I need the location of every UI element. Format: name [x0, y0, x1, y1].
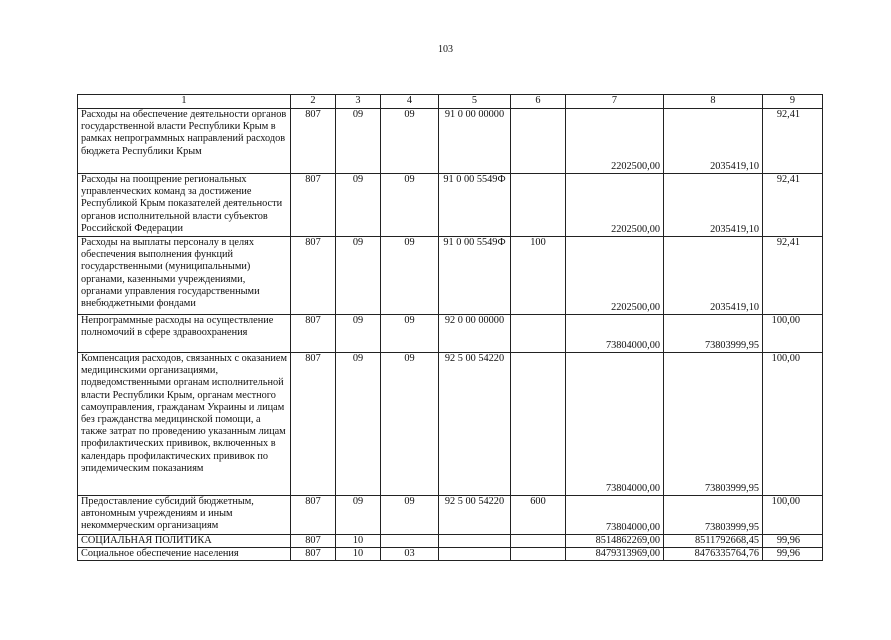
row-section-code: 09	[336, 109, 381, 174]
table-row	[78, 109, 823, 174]
table-row	[78, 174, 823, 237]
row-section-code: 09	[336, 353, 381, 496]
row-actual: 8476335764,76	[664, 548, 763, 561]
table-row	[78, 353, 823, 496]
table-row	[78, 237, 823, 315]
row-planned: 2202500,00	[566, 237, 664, 315]
row-percent: 92,41	[763, 174, 823, 237]
table-row	[78, 548, 823, 561]
row-ministry-code: 807	[291, 315, 336, 353]
row-actual: 2035419,10	[664, 174, 763, 237]
column-header-9: 9	[763, 95, 823, 109]
table-row	[78, 315, 823, 353]
row-name: Непрограммные расходы на осуществление полномочий в сфере здравоохранения	[78, 315, 291, 353]
table-header-row	[78, 95, 823, 109]
row-actual: 73803999,95	[664, 315, 763, 353]
row-expense-type	[511, 548, 566, 561]
row-actual: 73803999,95	[664, 496, 763, 535]
row-planned: 73804000,00	[566, 353, 664, 496]
column-header-7: 7	[566, 95, 664, 109]
column-header-1: 1	[78, 95, 291, 109]
row-target-code: 91 0 00 5549Ф	[439, 237, 511, 315]
row-planned: 2202500,00	[566, 109, 664, 174]
column-header-3: 3	[336, 95, 381, 109]
row-actual: 2035419,10	[664, 109, 763, 174]
row-ministry-code: 807	[291, 109, 336, 174]
row-planned: 73804000,00	[566, 496, 664, 535]
row-expense-type	[511, 535, 566, 548]
row-target-code: 92 5 00 54220	[439, 353, 511, 496]
row-section-code: 09	[336, 174, 381, 237]
row-planned: 73804000,00	[566, 315, 664, 353]
row-name: СОЦИАЛЬНАЯ ПОЛИТИКА	[78, 535, 291, 548]
row-actual: 73803999,95	[664, 353, 763, 496]
row-percent: 100,00	[763, 496, 823, 535]
row-expense-type	[511, 174, 566, 237]
row-expense-type	[511, 315, 566, 353]
column-header-2: 2	[291, 95, 336, 109]
row-name: Предоставление субсидий бюджетным, автономным учреждениям и иным некоммерческим организациям	[78, 496, 291, 535]
row-section-code: 09	[336, 315, 381, 353]
row-planned: 2202500,00	[566, 174, 664, 237]
row-target-code	[439, 535, 511, 548]
row-expense-type: 600	[511, 496, 566, 535]
row-percent: 100,00	[763, 353, 823, 496]
row-percent: 100,00	[763, 315, 823, 353]
row-ministry-code: 807	[291, 353, 336, 496]
row-percent: 92,41	[763, 237, 823, 315]
row-expense-type	[511, 353, 566, 496]
row-target-code: 91 0 00 00000	[439, 109, 511, 174]
row-planned: 8514862269,00	[566, 535, 664, 548]
row-section-code: 09	[336, 496, 381, 535]
row-name: Расходы на поощрение региональных управленческих команд за достижение Республикой Крым показателей деятельности органов исполнительной власти субъектов Российской Федерации	[78, 174, 291, 237]
column-header-5: 5	[439, 95, 511, 109]
row-subsection-code: 09	[381, 496, 439, 535]
row-ministry-code: 807	[291, 496, 336, 535]
budget-table	[77, 94, 823, 561]
row-expense-type	[511, 109, 566, 174]
row-section-code: 10	[336, 535, 381, 548]
row-subsection-code: 09	[381, 237, 439, 315]
row-subsection-code: 09	[381, 315, 439, 353]
row-target-code: 91 0 00 5549Ф	[439, 174, 511, 237]
column-header-8: 8	[664, 95, 763, 109]
row-ministry-code: 807	[291, 174, 336, 237]
row-percent: 99,96	[763, 535, 823, 548]
row-subsection-code: 09	[381, 109, 439, 174]
row-name: Расходы на выплаты персоналу в целях обеспечения выполнения функций государственными (муниципальными) органами, казенными учреждениями, органами управления государственными внебюджетными фондами	[78, 237, 291, 315]
row-actual: 2035419,10	[664, 237, 763, 315]
column-header-4: 4	[381, 95, 439, 109]
row-ministry-code: 807	[291, 535, 336, 548]
row-subsection-code: 09	[381, 353, 439, 496]
row-percent: 99,96	[763, 548, 823, 561]
row-section-code: 09	[336, 237, 381, 315]
row-subsection-code	[381, 535, 439, 548]
row-actual: 8511792668,45	[664, 535, 763, 548]
row-subsection-code: 09	[381, 174, 439, 237]
row-name: Компенсация расходов, связанных с оказанием медицинскими организациями, подведомственными органам исполнительной власти Республики Крым, органам местного самоуправления, гражданам Украины и лицам без гражданства медицинской помощи, а также затрат по проведению указанным лицам профилактических прививок, включенных в календарь профилактических прививок по эпидемическим показаниям	[78, 353, 291, 496]
column-header-6: 6	[511, 95, 566, 109]
page-number: 103	[438, 44, 453, 55]
row-expense-type: 100	[511, 237, 566, 315]
table-row	[78, 535, 823, 548]
row-target-code: 92 0 00 00000	[439, 315, 511, 353]
row-target-code	[439, 548, 511, 561]
row-planned: 8479313969,00	[566, 548, 664, 561]
row-ministry-code: 807	[291, 237, 336, 315]
table-row	[78, 496, 823, 535]
row-percent: 92,41	[763, 109, 823, 174]
row-subsection-code: 03	[381, 548, 439, 561]
row-name: Расходы на обеспечение деятельности органов государственной власти Республики Крым в рамках непрограммных направлений расходов бюджета Республики Крым	[78, 109, 291, 174]
row-name: Социальное обеспечение населения	[78, 548, 291, 561]
row-ministry-code: 807	[291, 548, 336, 561]
row-target-code: 92 5 00 54220	[439, 496, 511, 535]
row-section-code: 10	[336, 548, 381, 561]
